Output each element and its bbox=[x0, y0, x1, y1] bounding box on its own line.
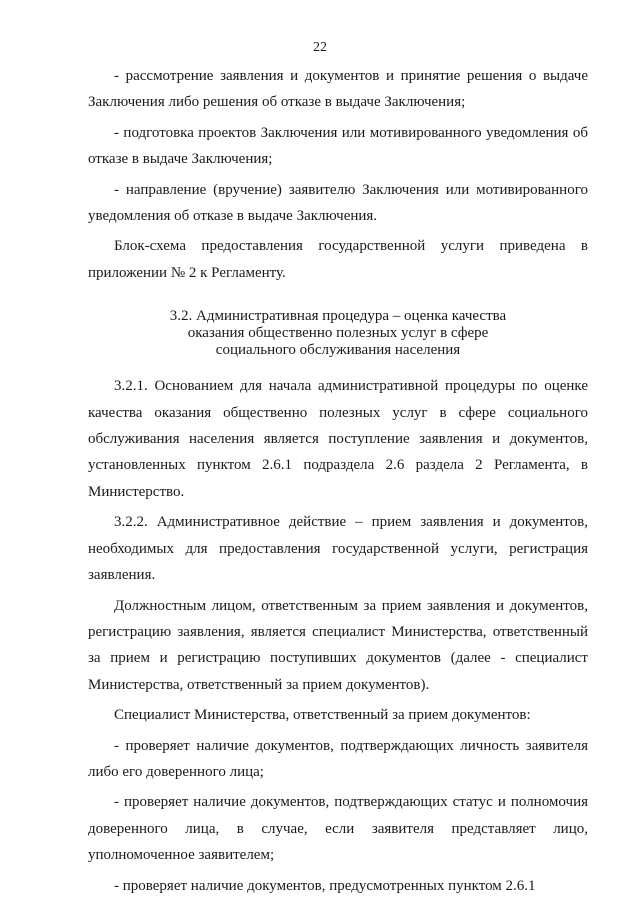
section-heading-line: оказания общественно полезных услуг в сфере bbox=[187, 325, 489, 342]
section-heading-line: 3.2. Административная процедура – оценка качества bbox=[169, 308, 507, 325]
section-heading bbox=[88, 308, 588, 359]
paragraph: Специалист Министерства, ответственный за прием документов: bbox=[114, 707, 531, 724]
page-number: 22 bbox=[313, 40, 327, 55]
paragraph: - направление (вручение) заявителю Заключения или мотивированного уведомления об отказе в выдаче Заключения. bbox=[88, 181, 588, 225]
document-body bbox=[88, 63, 588, 899]
paragraph: Должностным лицом, ответственным за прием заявления и документов, регистрацию заявления, является специалист Министерства, ответственный за прием и регистрацию поступивших документов (далее - специалист Министерства, ответственный за прием документов). bbox=[88, 597, 588, 693]
paragraph: 3.2.1. Основанием для начала административной процедуры по оценке качества оказания общественно полезных услуг в сфере социального обслуживания населения является поступление заявления и документов, установленных пунктом 2.6.1 подраздела 2.6 раздела 2 Регламента, в Министерство. bbox=[88, 378, 588, 500]
paragraph: Блок-схема предоставления государственной услуги приведена в приложении № 2 к Регламенту. bbox=[88, 238, 588, 281]
list-item: - проверяет наличие документов, предусмотренных пунктом 2.6.1 bbox=[114, 877, 536, 894]
paragraph: - подготовка проектов Заключения или мотивированного уведомления об отказе в выдаче Заключения; bbox=[88, 124, 588, 168]
list-item: - проверяет наличие документов, подтверждающих личность заявителя либо его доверенного лица; bbox=[88, 737, 588, 780]
paragraph: - рассмотрение заявления и документов и принятие решения о выдаче Заключения либо решения об отказе в выдаче Заключения; bbox=[88, 68, 588, 111]
list-item: - проверяет наличие документов, подтверждающих статус и полномочия доверенного лица, в случае, если заявителя представляет лицо, уполномоченное заявителем; bbox=[88, 794, 588, 864]
section-heading-line: социального обслуживания населения bbox=[215, 342, 461, 359]
paragraph: 3.2.2. Административное действие – прием заявления и документов, необходимых для предоставления государственной услуги, регистрация заявления. bbox=[88, 514, 588, 584]
